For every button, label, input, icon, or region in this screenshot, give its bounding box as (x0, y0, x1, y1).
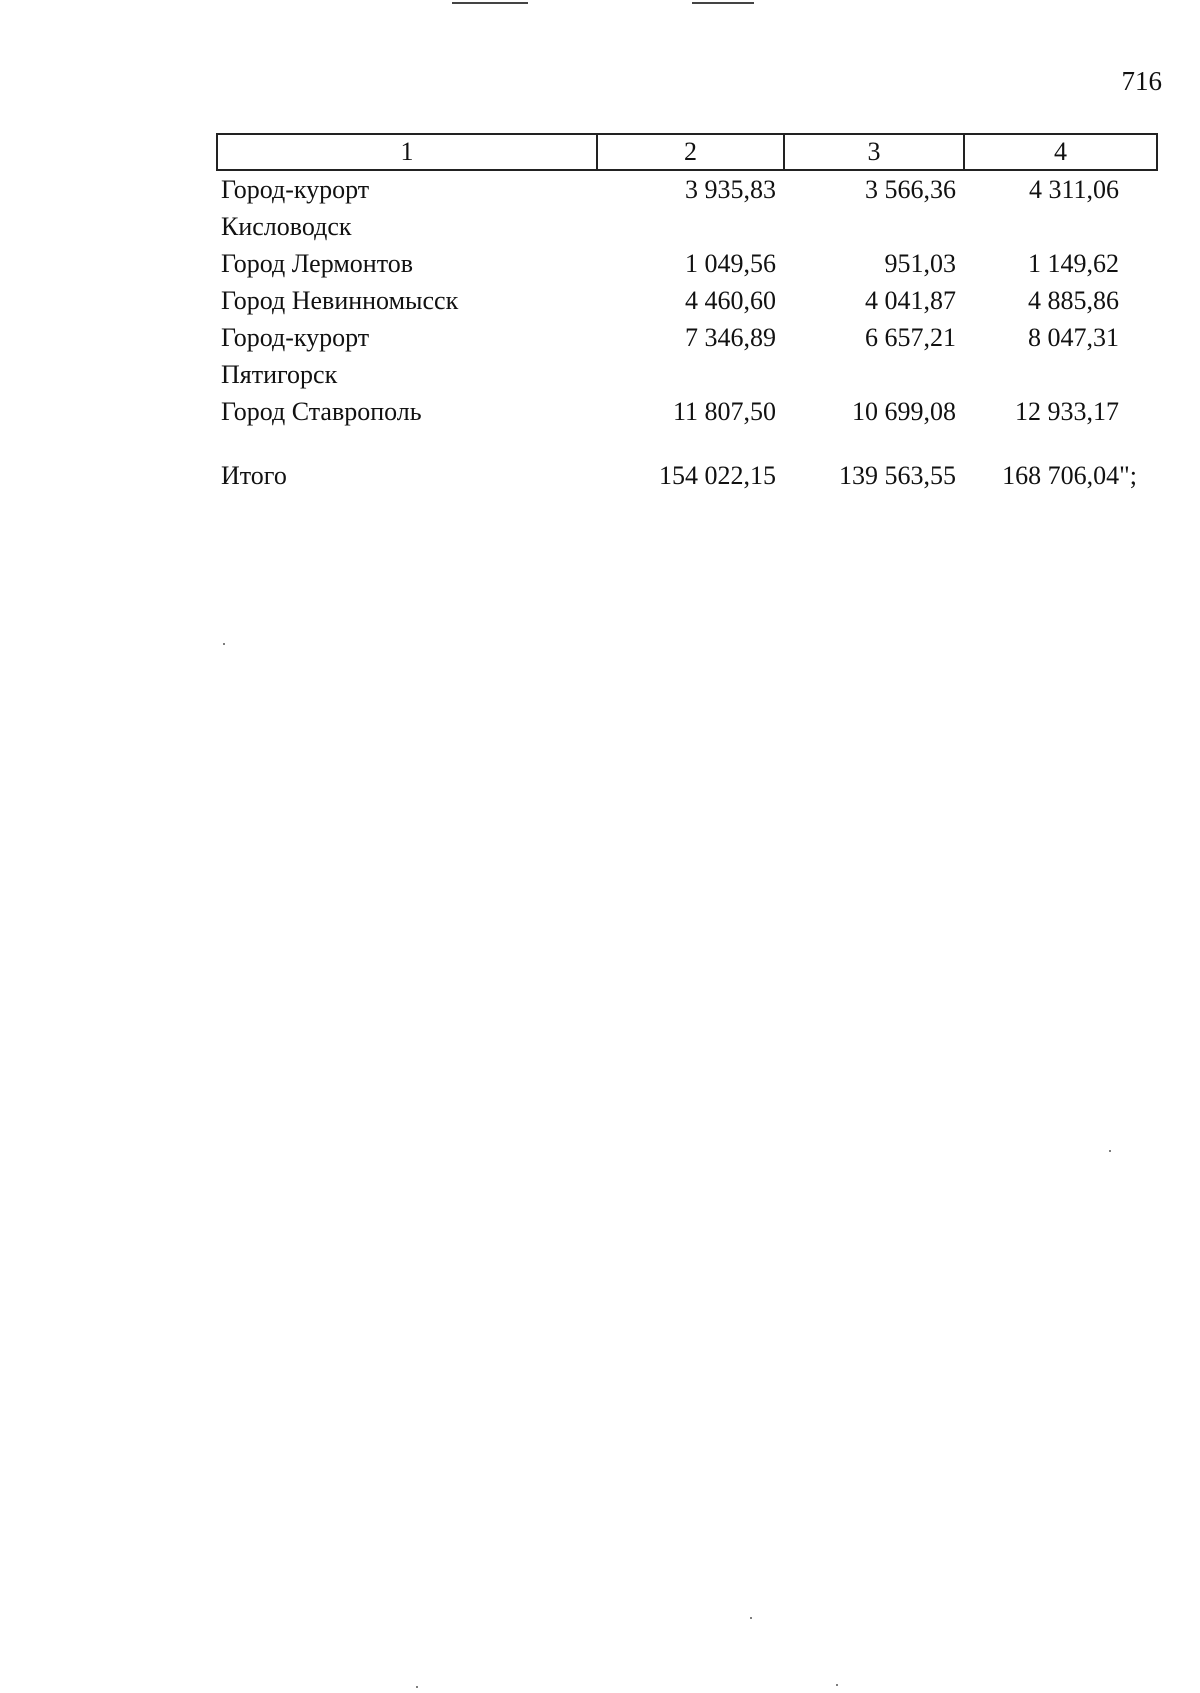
row-name-line: Пятигорск (221, 360, 338, 389)
scan-speck (416, 1686, 418, 1688)
row-value-2: 4 460,60 (685, 286, 776, 315)
row-value-4: 4 311,06 (1028, 175, 1119, 204)
table-row (217, 393, 1157, 430)
row-value-2: 1 049,56 (685, 249, 776, 278)
row-value-2: 7 346,89 (685, 323, 776, 352)
top-rule-left (452, 2, 528, 4)
scan-speck (223, 643, 225, 645)
table-body (217, 170, 1157, 494)
header-cell-1: 1 (217, 134, 597, 170)
header-cell-4: 4 (964, 134, 1157, 170)
header-row (217, 134, 1157, 170)
row-name (217, 319, 597, 393)
row-value-2: 3 935,83 (685, 175, 776, 204)
header-cell-2: 2 (597, 134, 784, 170)
top-rule-right (692, 2, 754, 4)
total-label: Итого (221, 461, 287, 490)
table-row (217, 282, 1157, 319)
data-table (216, 133, 1158, 494)
row-value-3: 4 041,87 (865, 286, 956, 315)
row-name-line: Город Ставрополь (221, 397, 422, 426)
row-value-3: 951,03 (884, 249, 956, 278)
row-value-4: 8 047,31 (1028, 323, 1119, 352)
total-value-3: 139 563,55 (839, 461, 956, 490)
total-value-4: 168 706,04"; (1002, 461, 1137, 490)
row-value-3: 6 657,21 (865, 323, 956, 352)
row-value-4: 12 933,17 (1015, 397, 1119, 426)
row-name-line: Город-курорт (221, 323, 370, 352)
table-row (217, 245, 1157, 282)
row-name-line: Город Лермонтов (221, 249, 413, 278)
table-row (217, 170, 1157, 245)
table-row (217, 319, 1157, 393)
total-value-2: 154 022,15 (659, 461, 776, 490)
row-name-line: Город-курорт (221, 175, 370, 204)
total-row (217, 430, 1157, 494)
row-name-line: Кисловодск (221, 212, 352, 241)
page-number: 716 (1121, 66, 1162, 96)
row-value-2: 11 807,50 (672, 397, 776, 426)
scan-speck (750, 1617, 752, 1619)
row-value-4: 1 149,62 (1028, 249, 1119, 278)
scan-speck (1109, 1150, 1111, 1152)
row-name (217, 393, 597, 430)
header-cell-3: 3 (784, 134, 964, 170)
table-header (217, 134, 1157, 170)
row-name-line: Город Невинномысск (221, 286, 459, 315)
row-value-3: 10 699,08 (852, 397, 956, 426)
row-value-4: 4 885,86 (1028, 286, 1119, 315)
row-value-3: 3 566,36 (865, 175, 956, 204)
scan-speck (836, 1684, 838, 1686)
row-name (217, 282, 597, 319)
row-name (217, 245, 597, 282)
row-name (217, 170, 597, 245)
